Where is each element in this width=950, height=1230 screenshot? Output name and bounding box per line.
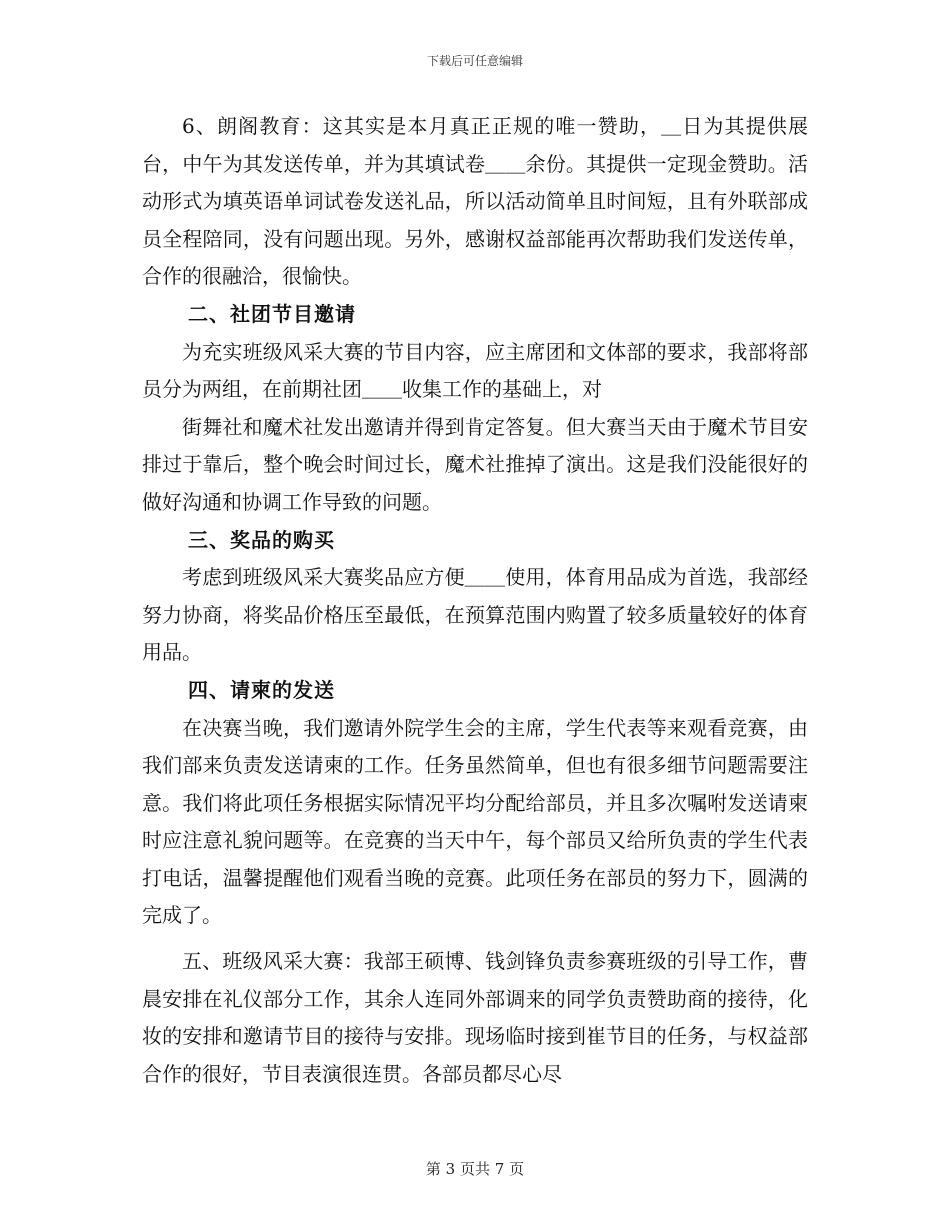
paragraph-class-contest: 五、班级风采大赛：我部王硕博、钱剑锋负责参赛班级的引导工作，曹晨安排在礼仪部分工作，其余人连同外部调来的同学负责赞助商的接待，化妆的安排和邀请节目的接待与安排。现场临时接到崔节目的任务，与权益部合作的很好，节目表演很连贯。各部员都尽心尽 (142, 949, 808, 1086)
paragraph-invitation-delivery: 在决赛当晚，我们邀请外院学生会的主席，学生代表等来观看竞赛，由我们部来负责发送请柬的工作。任务虽然简单，但也有很多细节问题需要注意。我们将此项任务根据实际情况平均分配给部员，并且多次嘱咐发送请柬时应注意礼貌问题等。在竞赛的当天中午，每个部员又给所负责的学生代表打电话，温馨提醒他们观看当晚的竞赛。此项任务在部员的努力下，圆满的完成了。 (142, 715, 808, 928)
paragraph-prize-purchase: 考虑到班级风采大赛奖品应方便＿＿使用，体育用品成为首选，我部经努力协商，将奖品价格压至最低，在预算范围内购置了较多质量较好的体育用品。 (142, 565, 808, 665)
section-heading-club-invitation: 二、社团节目邀请 (188, 301, 356, 326)
section-heading-prize-purchase: 三、奖品的购买 (188, 527, 335, 552)
paragraph-sponsor-langge: 6、朗阁教育：这其实是本月真正正规的唯一赞助，＿日为其提供展台，中午为其发送传单，并为其填试卷＿＿余份。其提供一定现金赞助。活动形式为填英语单词试卷发送礼品，所以活动简单且时间短，且有外联部成员全程陪同，没有问题出现。另外，感谢权益部能再次帮助我们发送传单，合作的很融洽，很愉快。 (142, 114, 808, 289)
page-header: 下载后可任意编辑 (426, 54, 523, 68)
paragraph-club-invitation-a: 为充实班级风采大赛的节目内容，应主席团和文体部的要求，我部将部员分为两组，在前期社团＿＿收集工作的基础上，对 (142, 339, 808, 402)
document-body (142, 108, 808, 1093)
section-heading-invitation-delivery: 四、请柬的发送 (188, 677, 335, 702)
paragraph-club-invitation-b: 街舞社和魔术社发出邀请并得到肯定答复。但大赛当天由于魔术节目安排过于靠后，整个晚会时间过长，魔术社推掉了演出。这是我们没能很好的做好沟通和协调工作导致的问题。 (142, 414, 808, 514)
page-number: 第 3 页共 7 页 (425, 1160, 525, 1178)
